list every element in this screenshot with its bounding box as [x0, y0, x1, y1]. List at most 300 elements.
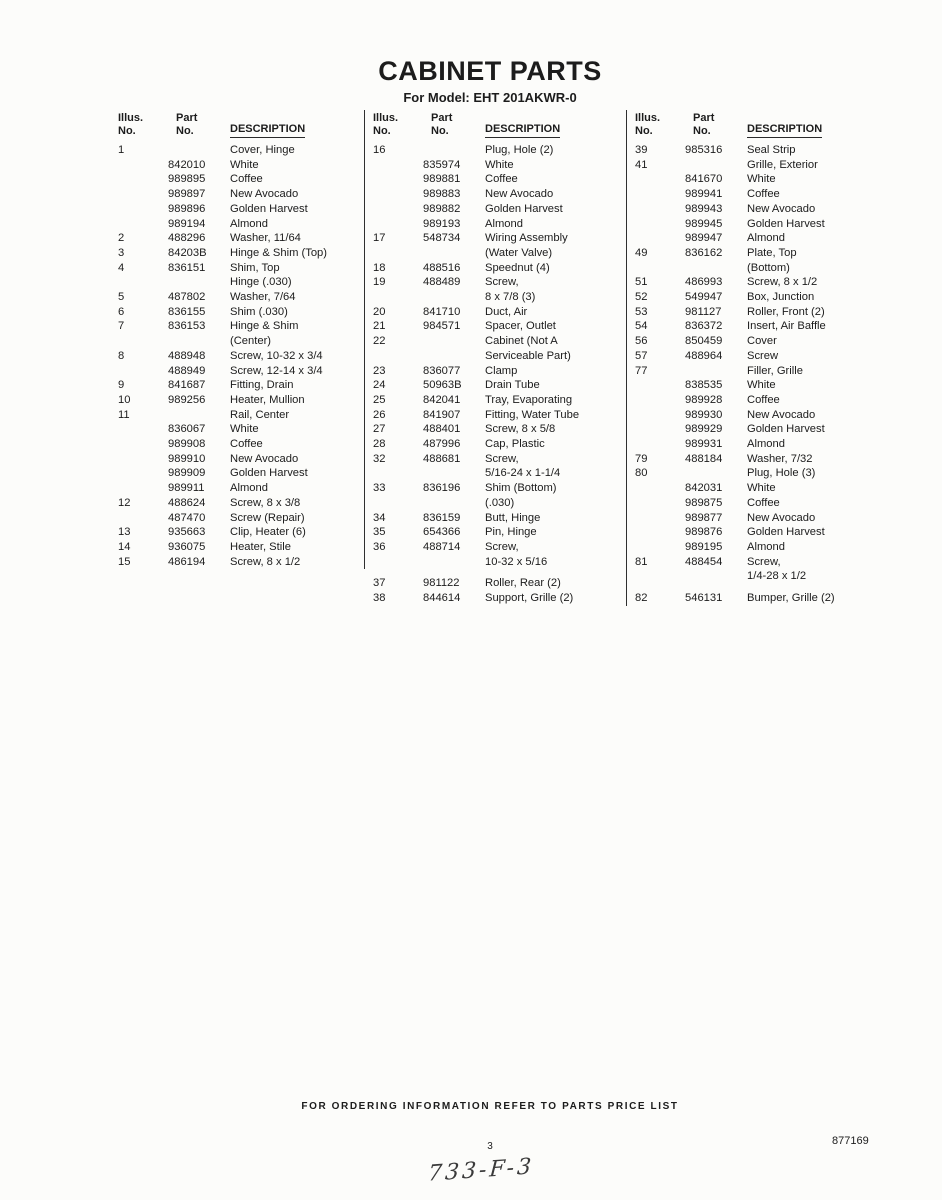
- cell-part: 989911: [168, 482, 205, 495]
- cell-desc: Plate, Top: [747, 246, 797, 259]
- cell-part: 488681: [423, 452, 461, 465]
- header-description: DESCRIPTION: [485, 112, 626, 138]
- table-row: [373, 246, 626, 261]
- cell-part: 488489: [423, 276, 461, 289]
- cell-part: 841907: [423, 408, 461, 421]
- cell-illus: [118, 187, 168, 202]
- cell-desc: Grille, Exterior: [747, 158, 818, 171]
- cell-part: 989895: [168, 173, 206, 186]
- cell-illus: [635, 231, 685, 246]
- cell-part: 488296: [168, 232, 206, 245]
- cell-desc: Almond: [747, 540, 785, 553]
- cell-illus: 1: [118, 144, 125, 156]
- table-row: [373, 364, 626, 379]
- cell-desc: Support, Grille (2): [485, 592, 574, 605]
- table-row: [373, 540, 626, 555]
- cell-part: 985316: [685, 144, 723, 156]
- cell-part: 935663: [168, 526, 206, 539]
- cell-part: 989896: [168, 202, 206, 215]
- cell-illus: 38: [373, 592, 386, 605]
- cell-illus: [635, 393, 685, 408]
- cell-desc: Golden Harvest: [230, 467, 308, 480]
- column-header: [373, 112, 626, 138]
- table-row: [373, 496, 626, 511]
- table-row: [635, 290, 862, 305]
- cell-desc: Filler, Grille: [747, 364, 803, 377]
- header-part-no: Part No.: [176, 112, 198, 137]
- cell-part: 487996: [423, 438, 461, 451]
- cell-desc: (Water Valve): [485, 246, 553, 259]
- cell-desc: Pin, Hinge: [485, 526, 537, 539]
- cell-illus: 25: [373, 393, 386, 406]
- table-row: [635, 349, 862, 364]
- table-row: [635, 422, 862, 437]
- cell-illus: 7: [118, 320, 125, 333]
- cell-desc: Bumper, Grille (2): [747, 592, 835, 605]
- table-row: [118, 511, 364, 526]
- cell-illus: 79: [635, 452, 648, 465]
- table-row: [373, 555, 626, 570]
- table-row: [635, 378, 862, 393]
- cell-illus: [373, 172, 423, 187]
- cell-part: 981127: [685, 305, 722, 318]
- cell-part: 989931: [685, 438, 723, 451]
- cell-illus: 9: [118, 379, 125, 392]
- cell-part: 989947: [685, 232, 723, 245]
- cell-part: [423, 290, 485, 305]
- cell-illus: [118, 334, 168, 349]
- cell-part: [685, 364, 747, 379]
- cell-illus: [118, 275, 168, 290]
- cell-part: 989195: [685, 540, 723, 553]
- cell-part: [423, 246, 485, 261]
- cell-illus: [118, 511, 168, 526]
- cell-part: 488948: [168, 349, 206, 362]
- cell-desc: Washer, 7/32: [747, 452, 813, 465]
- cell-desc: Fitting, Drain: [230, 379, 294, 392]
- table-row: [635, 452, 862, 467]
- cell-part: 487470: [168, 511, 206, 524]
- cell-desc: 8 x 7/8 (3): [485, 291, 536, 304]
- header-description: DESCRIPTION: [230, 112, 364, 138]
- cell-desc: Butt, Hinge: [485, 511, 541, 524]
- table-row: [118, 143, 364, 158]
- cell-desc: Seal Strip: [747, 144, 796, 156]
- cell-illus: 14: [118, 540, 131, 553]
- cell-part: 546131: [685, 592, 723, 605]
- cell-desc: Box, Junction: [747, 291, 815, 304]
- header-part-no: Part No.: [693, 112, 715, 137]
- cell-desc: Shim, Top: [230, 261, 280, 274]
- cell-illus: 39: [635, 144, 648, 156]
- cell-illus: 20: [373, 305, 386, 318]
- cell-part: 549947: [685, 291, 723, 304]
- cell-illus: [118, 172, 168, 187]
- cell-part: 936075: [168, 540, 206, 553]
- header-illus-no: Illus. No.: [373, 112, 399, 137]
- cell-illus: 36: [373, 540, 386, 553]
- header-illus-no: Illus. No.: [635, 112, 661, 137]
- cell-illus: 32: [373, 452, 386, 465]
- cell-part: [685, 261, 747, 276]
- cell-desc: Heater, Mullion: [230, 393, 305, 406]
- table-row: [635, 466, 862, 481]
- table-row: [635, 231, 862, 246]
- cell-illus: 49: [635, 246, 648, 259]
- cell-desc: Hinge & Shim: [230, 320, 299, 333]
- cell-desc: Roller, Front (2): [747, 305, 825, 318]
- table-row: [373, 334, 626, 349]
- cell-part: 989882: [423, 202, 461, 215]
- table-row: [118, 496, 364, 511]
- parts-column-1: [113, 110, 365, 569]
- table-row: [635, 511, 862, 526]
- cell-illus: 17: [373, 232, 386, 245]
- cell-desc: Screw,: [747, 555, 781, 568]
- cell-part: 836153: [168, 320, 206, 333]
- cell-illus: 56: [635, 335, 648, 348]
- cell-desc: Rail, Center: [230, 408, 290, 421]
- table-row: [118, 290, 364, 305]
- cell-part: 989193: [423, 217, 461, 230]
- cell-desc: Cover, Hinge: [230, 144, 295, 156]
- table-row: [373, 481, 626, 496]
- cell-part: [423, 349, 485, 364]
- cell-illus: 8: [118, 349, 125, 362]
- cell-desc: Plug, Hole (3): [747, 467, 816, 480]
- cell-desc: 5/16-24 x 1-1/4: [485, 467, 561, 480]
- column-header: [118, 112, 364, 138]
- cell-part: 989881: [423, 173, 461, 186]
- cell-desc: Coffee: [747, 393, 780, 406]
- cell-illus: 4: [118, 261, 125, 274]
- cell-part: 842041: [423, 393, 461, 406]
- cell-illus: 33: [373, 482, 386, 495]
- cell-illus: 11: [118, 408, 130, 421]
- cell-desc: Serviceable Part): [485, 349, 571, 362]
- table-row: [118, 452, 364, 467]
- cell-desc: White: [485, 158, 514, 171]
- table-row: [118, 246, 364, 261]
- cell-illus: 5: [118, 291, 125, 304]
- cell-illus: 3: [118, 246, 125, 259]
- cell-illus: [373, 496, 423, 511]
- cell-part: 488624: [168, 496, 206, 509]
- cell-illus: [118, 466, 168, 481]
- cell-illus: 21: [373, 320, 386, 333]
- table-row: [635, 481, 862, 496]
- cell-desc: Almond: [747, 438, 785, 451]
- table-row: [373, 158, 626, 173]
- cell-desc: Duct, Air: [485, 305, 528, 318]
- cell-illus: [373, 290, 423, 305]
- table-row: [118, 187, 364, 202]
- cell-illus: [118, 437, 168, 452]
- cell-illus: 10: [118, 393, 131, 406]
- table-row: [118, 466, 364, 481]
- cell-illus: [118, 202, 168, 217]
- cell-desc: Speednut (4): [485, 261, 550, 274]
- cell-desc: Almond: [485, 217, 523, 230]
- table-row: [635, 569, 862, 584]
- page-number: 3: [487, 1141, 493, 1152]
- model-subtitle: For Model: EHT 201AKWR-0: [403, 90, 577, 105]
- handwritten-annotation: 733-F-3: [427, 1154, 535, 1187]
- cell-illus: 52: [635, 291, 648, 304]
- cell-illus: 22: [373, 335, 386, 348]
- cell-illus: 81: [635, 555, 648, 568]
- cell-part: 487802: [168, 291, 206, 304]
- cell-illus: [635, 511, 685, 526]
- cell-desc: (.030): [485, 496, 515, 509]
- table-row: [373, 591, 626, 606]
- cell-illus: [635, 496, 685, 511]
- cell-part: [423, 143, 485, 158]
- cell-part: 486194: [168, 555, 206, 568]
- cell-illus: 54: [635, 320, 648, 333]
- cell-part: 836151: [168, 261, 206, 274]
- cell-illus: [635, 422, 685, 437]
- cell-illus: 34: [373, 511, 386, 524]
- table-row: [373, 290, 626, 305]
- cell-desc: Screw, 12-14 x 3/4: [230, 364, 323, 377]
- cell-desc: Roller, Rear (2): [485, 577, 561, 590]
- table-row: [118, 408, 364, 423]
- cell-desc: White: [747, 379, 776, 392]
- cell-part: 488964: [685, 349, 723, 362]
- row-gap: [373, 569, 626, 576]
- cell-illus: [635, 408, 685, 423]
- cell-desc: Golden Harvest: [747, 217, 825, 230]
- cell-desc: Spacer, Outlet: [485, 320, 556, 333]
- cell-desc: Coffee: [230, 438, 263, 451]
- cell-illus: 18: [373, 261, 386, 274]
- cell-illus: [635, 437, 685, 452]
- cell-illus: 41: [635, 158, 648, 171]
- cell-illus: 51: [635, 276, 648, 289]
- cell-part: 50963B: [423, 379, 462, 392]
- table-row: [118, 305, 364, 320]
- table-row: [373, 187, 626, 202]
- cell-illus: [635, 217, 685, 232]
- table-row: [373, 261, 626, 276]
- cell-illus: [635, 481, 685, 496]
- cell-desc: Shim (.030): [230, 305, 288, 318]
- cell-part: 488184: [685, 452, 723, 465]
- cell-illus: [635, 569, 685, 584]
- cell-illus: [635, 187, 685, 202]
- cell-desc: Wiring Assembly: [485, 232, 568, 245]
- cell-desc: Screw,: [485, 540, 519, 553]
- cell-desc: New Avocado: [747, 511, 816, 524]
- table-row: [635, 217, 862, 232]
- table-row: [118, 334, 364, 349]
- cell-desc: Screw, 8 x 5/8: [485, 423, 556, 436]
- cell-illus: 80: [635, 467, 648, 480]
- cell-desc: Screw, 8 x 1/2: [747, 276, 818, 289]
- table-row: [635, 408, 862, 423]
- cell-part: 841687: [168, 379, 206, 392]
- header-description: DESCRIPTION: [747, 112, 862, 138]
- cell-part: 836159: [423, 511, 461, 524]
- cell-desc: Coffee: [747, 188, 780, 201]
- cell-desc: Heater, Stile: [230, 540, 291, 553]
- cell-part: [168, 334, 230, 349]
- cell-part: 488516: [423, 261, 461, 274]
- cell-illus: [373, 466, 423, 481]
- cell-desc: Coffee: [485, 173, 518, 186]
- cell-part: 548734: [423, 232, 461, 245]
- cell-desc: Washer, 11/64: [230, 232, 301, 245]
- cell-desc: Almond: [230, 217, 268, 230]
- cell-part: 989877: [685, 511, 723, 524]
- table-row: [118, 275, 364, 290]
- cell-desc: Clamp: [485, 364, 518, 377]
- table-row: [118, 437, 364, 452]
- cell-illus: 19: [373, 276, 386, 289]
- table-row: [373, 275, 626, 290]
- cell-desc: Screw,: [485, 276, 519, 289]
- table-row: [373, 231, 626, 246]
- cell-desc: Coffee: [747, 496, 780, 509]
- cell-desc: Screw (Repair): [230, 511, 305, 524]
- cell-desc: Insert, Air Baffle: [747, 320, 826, 333]
- table-row: [373, 393, 626, 408]
- cell-part: 488401: [423, 423, 461, 436]
- cell-part: 989943: [685, 202, 723, 215]
- cell-part: [423, 466, 485, 481]
- parts-column-2: [365, 110, 627, 606]
- cell-part: [685, 569, 747, 584]
- table-row: [635, 334, 862, 349]
- cell-desc: Coffee: [230, 173, 263, 186]
- table-row: [373, 466, 626, 481]
- cell-desc: New Avocado: [230, 188, 299, 201]
- cell-desc: New Avocado: [230, 452, 299, 465]
- cell-part: [168, 408, 230, 423]
- cell-part: 989876: [685, 526, 723, 539]
- cell-illus: [373, 349, 423, 364]
- cell-part: 488714: [423, 540, 461, 553]
- cell-illus: 2: [118, 232, 125, 245]
- cell-part: 989194: [168, 217, 206, 230]
- cell-part: [168, 275, 230, 290]
- cell-illus: [118, 217, 168, 232]
- parts-table: [113, 110, 862, 606]
- cell-desc: Cap, Plastic: [485, 438, 545, 451]
- cell-part: 989256: [168, 393, 206, 406]
- table-row: [635, 496, 862, 511]
- cell-illus: [635, 525, 685, 540]
- cell-desc: New Avocado: [747, 408, 816, 421]
- cell-illus: 53: [635, 305, 648, 318]
- cell-desc: Plug, Hole (2): [485, 144, 554, 156]
- cell-desc: Hinge (.030): [230, 276, 292, 289]
- cell-illus: 77: [635, 364, 648, 377]
- cell-illus: [373, 187, 423, 202]
- cell-illus: [118, 481, 168, 496]
- cell-desc: White: [230, 423, 259, 436]
- cell-illus: [373, 555, 423, 570]
- cell-illus: [635, 378, 685, 393]
- cell-illus: 15: [118, 555, 131, 568]
- cell-illus: 13: [118, 526, 131, 539]
- cell-desc: Screw, 10-32 x 3/4: [230, 349, 323, 362]
- cell-desc: Drain Tube: [485, 379, 540, 392]
- cell-part: 842010: [168, 158, 206, 171]
- cell-desc: 1/4-28 x 1/2: [747, 570, 807, 583]
- cell-desc: Clip, Heater (6): [230, 526, 306, 539]
- parts-rows-3: [635, 143, 862, 606]
- parts-rows-2: [373, 143, 626, 606]
- table-row: [118, 319, 364, 334]
- cell-illus: 82: [635, 592, 648, 605]
- cell-desc: New Avocado: [747, 202, 816, 215]
- cell-desc: White: [230, 158, 259, 171]
- table-row: [118, 231, 364, 246]
- ordering-note: FOR ORDERING INFORMATION REFER TO PARTS PRICE LIST: [301, 1101, 679, 1112]
- table-row: [635, 364, 862, 379]
- cell-illus: [118, 158, 168, 173]
- table-row: [118, 261, 364, 276]
- cell-desc: White: [747, 173, 776, 186]
- cell-illus: 37: [373, 577, 386, 590]
- cell-desc: Cabinet (Not A: [485, 335, 558, 348]
- cell-illus: [118, 364, 168, 379]
- cell-part: [168, 143, 230, 158]
- cell-part: 841670: [685, 173, 723, 186]
- table-row: [635, 246, 862, 261]
- cell-desc: 10-32 x 5/16: [485, 555, 548, 568]
- table-row: [118, 172, 364, 187]
- table-row: [373, 305, 626, 320]
- cell-illus: [373, 202, 423, 217]
- cell-desc: Tray, Evaporating: [485, 393, 573, 406]
- cell-desc: (Bottom): [747, 261, 790, 274]
- table-row: [373, 378, 626, 393]
- row-gap: [635, 584, 862, 591]
- table-row: [635, 261, 862, 276]
- table-row: [635, 525, 862, 540]
- cell-desc: White: [747, 482, 776, 495]
- cell-part: 989928: [685, 393, 723, 406]
- cell-desc: Golden Harvest: [747, 423, 825, 436]
- cell-desc: Screw, 8 x 1/2: [230, 555, 301, 568]
- cell-illus: [635, 172, 685, 187]
- table-row: [635, 143, 862, 158]
- cell-part: 835974: [423, 158, 461, 171]
- cell-part: 84203B: [168, 246, 207, 259]
- table-row: [373, 319, 626, 334]
- header-illus-no: Illus. No.: [118, 112, 144, 137]
- cell-part: 842031: [685, 482, 723, 495]
- cell-desc: New Avocado: [485, 188, 554, 201]
- table-row: [373, 143, 626, 158]
- cell-part: 989941: [685, 188, 723, 201]
- table-row: [118, 158, 364, 173]
- cell-desc: Golden Harvest: [230, 202, 308, 215]
- cell-part: 989875: [685, 496, 723, 509]
- table-row: [373, 217, 626, 232]
- cell-part: 981122: [423, 577, 460, 590]
- cell-part: 989929: [685, 423, 723, 436]
- table-row: [118, 481, 364, 496]
- cell-illus: [373, 217, 423, 232]
- table-row: [635, 158, 862, 173]
- table-row: [118, 525, 364, 540]
- table-row: [373, 525, 626, 540]
- cell-part: [423, 496, 485, 511]
